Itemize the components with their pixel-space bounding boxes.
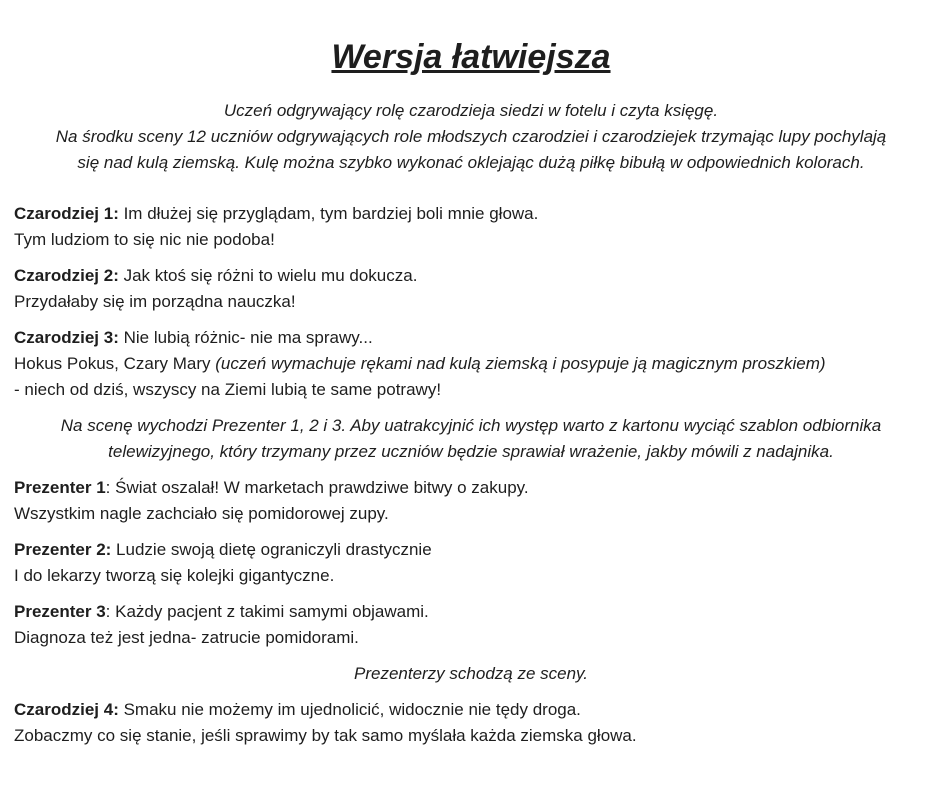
stage-direction-line: się nad kulą ziemską. Kulę można szybko wykonać oklejając dużą piłkę bibułą w odpowiednich kolorach. [77,153,865,172]
dialogue-text: : Każdy pacjent z takimi samymi objawami. [105,602,429,621]
dialogue-prezenter-1 [14,475,928,527]
dialogue-text: Zobaczmy co się stanie, jeśli sprawimy by tak samo myślała każda ziemska głowa. [14,726,637,745]
dialogue-text: Nie lubią różnic- nie ma sprawy... [118,328,373,347]
stage-direction-presenters-exit [14,661,928,687]
speaker-label: Czarodziej 1: [14,204,119,223]
dialogue-text: Smaku nie możemy im ujednolicić, widocznie nie tędy droga. [118,700,581,719]
dialogue-czarodziej-3 [14,325,928,403]
dialogue-czarodziej-1 [14,201,928,253]
dialogue-text: : Świat oszalał! W marketach prawdziwe bitwy o zakupy. [105,478,529,497]
dialogue-text: Przydałaby się im porządna nauczka! [14,292,296,311]
dialogue-text: Hokus Pokus, Czary Mary [14,354,216,373]
speaker-label: Czarodziej 3: [14,328,119,347]
stage-direction-line: telewizyjnego, który trzymany przez uczniów będzie sprawiał wrażenie, jakby mówili z nadajnika. [108,442,834,461]
dialogue-text: Ludzie swoją dietę ograniczyli drastycznie [111,540,432,559]
page-title: Wersja łatwiejsza [331,38,611,76]
dialogue-text: Jak ktoś się różni to wielu mu dokucza. [118,266,418,285]
stage-direction-line: Na środku sceny 12 uczniów odgrywających role młodszych czarodziei i czarodziejek trzymając lupy pochylają [55,127,887,146]
dialogue-prezenter-3 [14,599,928,651]
stage-direction-presenters-enter [14,413,928,465]
inline-stage-direction: (uczeń wymachuje rękami nad kulą ziemską i posypuje ją magicznym proszkiem) [215,354,826,373]
dialogue-text: I do lekarzy tworzą się kolejki gigantyczne. [14,566,335,585]
speaker-label: Czarodziej 4: [14,700,119,719]
stage-direction-line: Na scenę wychodzi Prezenter 1, 2 i 3. Aby uatrakcyjnić ich występ warto z kartonu wyciąć szablon odbiornika [60,416,882,435]
stage-direction-opening [14,98,928,176]
dialogue-text: Wszystkim nagle zachciało się pomidorowej zupy. [14,504,389,523]
speaker-label: Czarodziej 2: [14,266,119,285]
dialogue-text: Diagnoza też jest jedna- zatrucie pomidorami. [14,628,359,647]
speaker-label: Prezenter 3 [14,602,106,621]
speaker-label: Prezenter 1 [14,478,106,497]
dialogue-text: Tym ludziom to się nic nie podoba! [14,230,275,249]
dialogue-prezenter-2 [14,537,928,589]
dialogue-text: Im dłużej się przyglądam, tym bardziej boli mnie głowa. [118,204,539,223]
stage-direction-line: Uczeń odgrywający rolę czarodzieja siedzi w fotelu i czyta księgę. [223,101,719,120]
dialogue-text: - niech od dziś, wszyscy na Ziemi lubią te same potrawy! [14,380,442,399]
speaker-label: Prezenter 2: [14,540,112,559]
dialogue-czarodziej-2 [14,263,928,315]
stage-direction-line: Prezenterzy schodzą ze sceny. [353,664,588,683]
dialogue-czarodziej-4 [14,697,928,749]
